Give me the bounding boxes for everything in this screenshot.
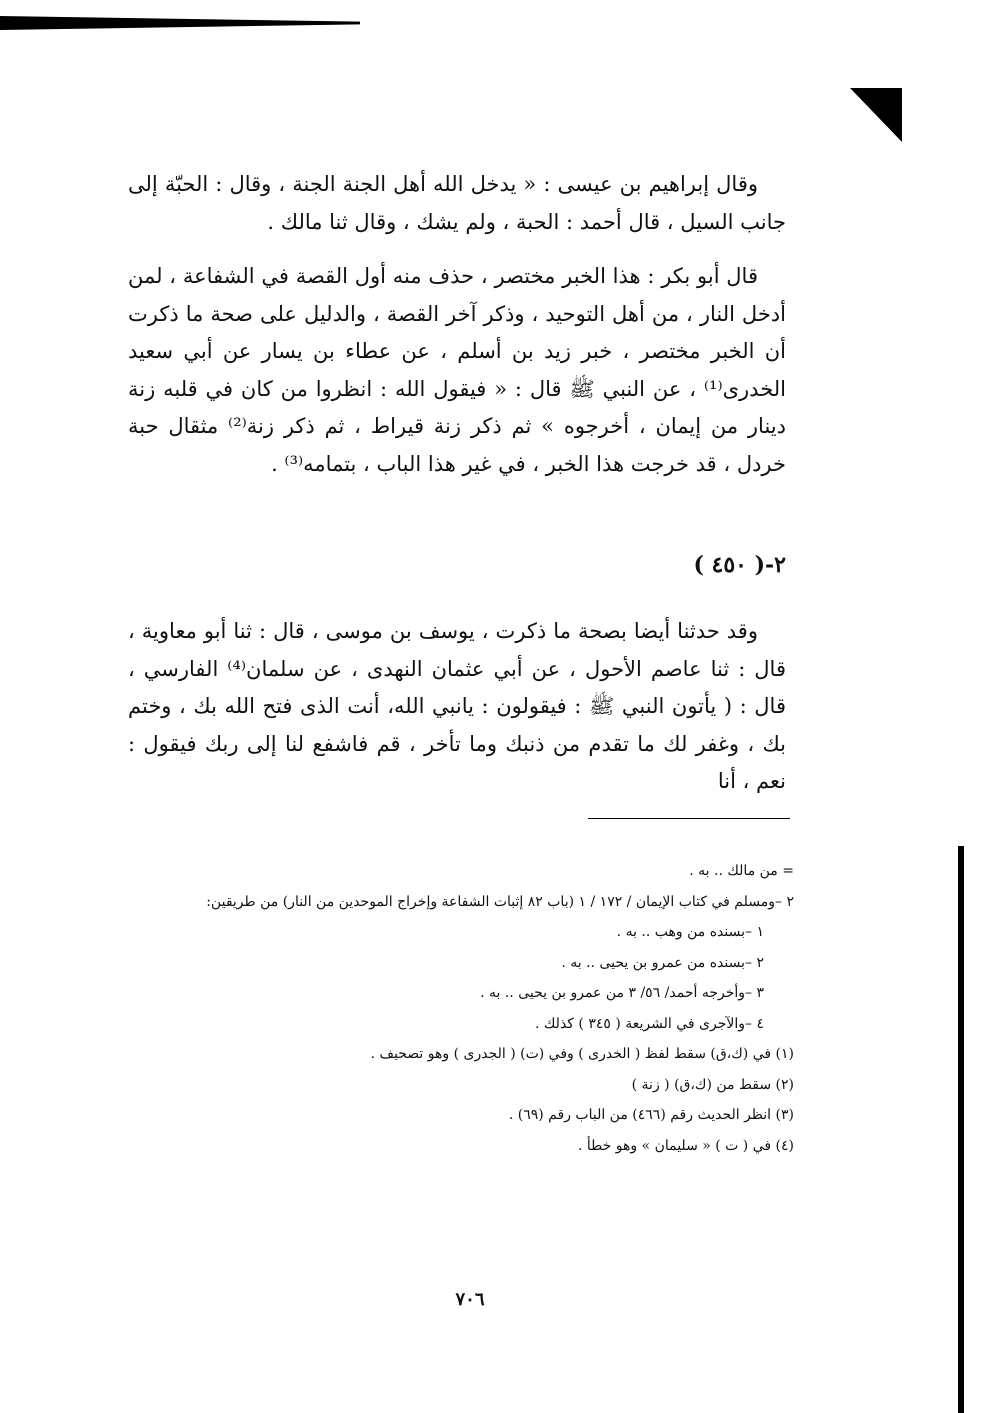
footnote-line: ٤ –والآجرى في الشريعة ( ٣٤٥ ) كذلك . [534, 1015, 764, 1032]
footnote-line: ٢ –ومسلم في كتاب الإيمان / ١٧٢ / ١ (باب ٨٢ إثبات الشفاعة وإخراج الموحدين من النار) من طريقين: [206, 893, 794, 910]
hadith-number-heading: ٢-( ٤٥٠ ) [693, 552, 786, 578]
paragraph-text: وقد حدثنا أيضا بصحة ما ذكرت ، يوسف بن موسى ، قال : ثنا أبو معاوية ، قال : ثنا عاصم الأحول ، عن أبي عثمان النهدى ، عن سلمان⁽⁴⁾ الفارسي ، قال : ( يأتون النبي ﷺ : فيقولون : يانبي الله، أنت الذى فتح الله بك ، وختم بك ، وغفر لك ما تقدم من ذنبك وما تأخر ، قم فاشفع لنا إلى ربك فيقول : نعم ، أنا [128, 619, 786, 793]
footnote-line: ٣ –وأخرجه أحمد/ ٥٦/ ٣ من عمرو بن يحيى .. به . [480, 985, 764, 1001]
footnote-line: ١ –بسنده من وهب .. به . [616, 924, 764, 940]
footnote-line: = من مالك .. به . [689, 863, 794, 879]
page-number: ٧٠٦ [455, 1289, 485, 1310]
footnotes-block [130, 856, 794, 1161]
footnote-note: (٢) سقط من (ك،ق) ( زنة ) [631, 1076, 794, 1093]
footnote-separator [588, 818, 790, 819]
body-paragraph-3 [128, 613, 786, 801]
body-paragraph-1 [128, 166, 786, 241]
paragraph-text: وقال إبراهيم بن عيسى : « يدخل الله أهل الجنة الجنة ، وقال : الحبّة إلى جانب السيل ، قال أحمد : الحبة ، ولم يشك ، وقال ثنا مالك . [128, 172, 786, 234]
footnote-note: (٣) انظر الحديث رقم (٤٦٦) من الباب رقم (٦٩) . [508, 1107, 794, 1123]
corner-triangle-mark [850, 88, 902, 142]
footnote-note: (٤) في ( ت ) « سليمان » وهو خطأ . [577, 1137, 794, 1154]
top-rule-decoration [0, 16, 360, 30]
footnote-note: (١) في (ك،ق) سقط لفظ ( الخدرى ) وفي (ت) ( الجدرى ) وهو تصحيف . [370, 1046, 794, 1062]
body-paragraph-2 [128, 258, 786, 483]
footnote-line: ٢ –بسنده من عمرو بن يحيى .. به . [561, 954, 764, 971]
right-edge-binding-line [958, 846, 964, 1413]
paragraph-text: قال أبو بكر : هذا الخبر مختصر ، حذف منه أول القصة في الشفاعة ، لمن أدخل النار ، من أهل التوحيد ، وذكر آخر القصة ، والدليل على صحة ما ذكرت أن الخبر مختصر ، خبر زيد بن أسلم ، عن عطاء بن يسار عن أبي سعيد الخدرى⁽¹⁾ ، عن النبي ﷺ قال : « فيقول الله : انظروا من كان في قلبه زنة دينار من إيمان ، أخرجوه » ثم ذكر زنة قيراط ، ثم ذكر زنة⁽²⁾ مثقال حبة خردل ، قد خرجت هذا الخبر ، في غير هذا الباب ، بتمامه⁽³⁾ . [128, 264, 786, 476]
